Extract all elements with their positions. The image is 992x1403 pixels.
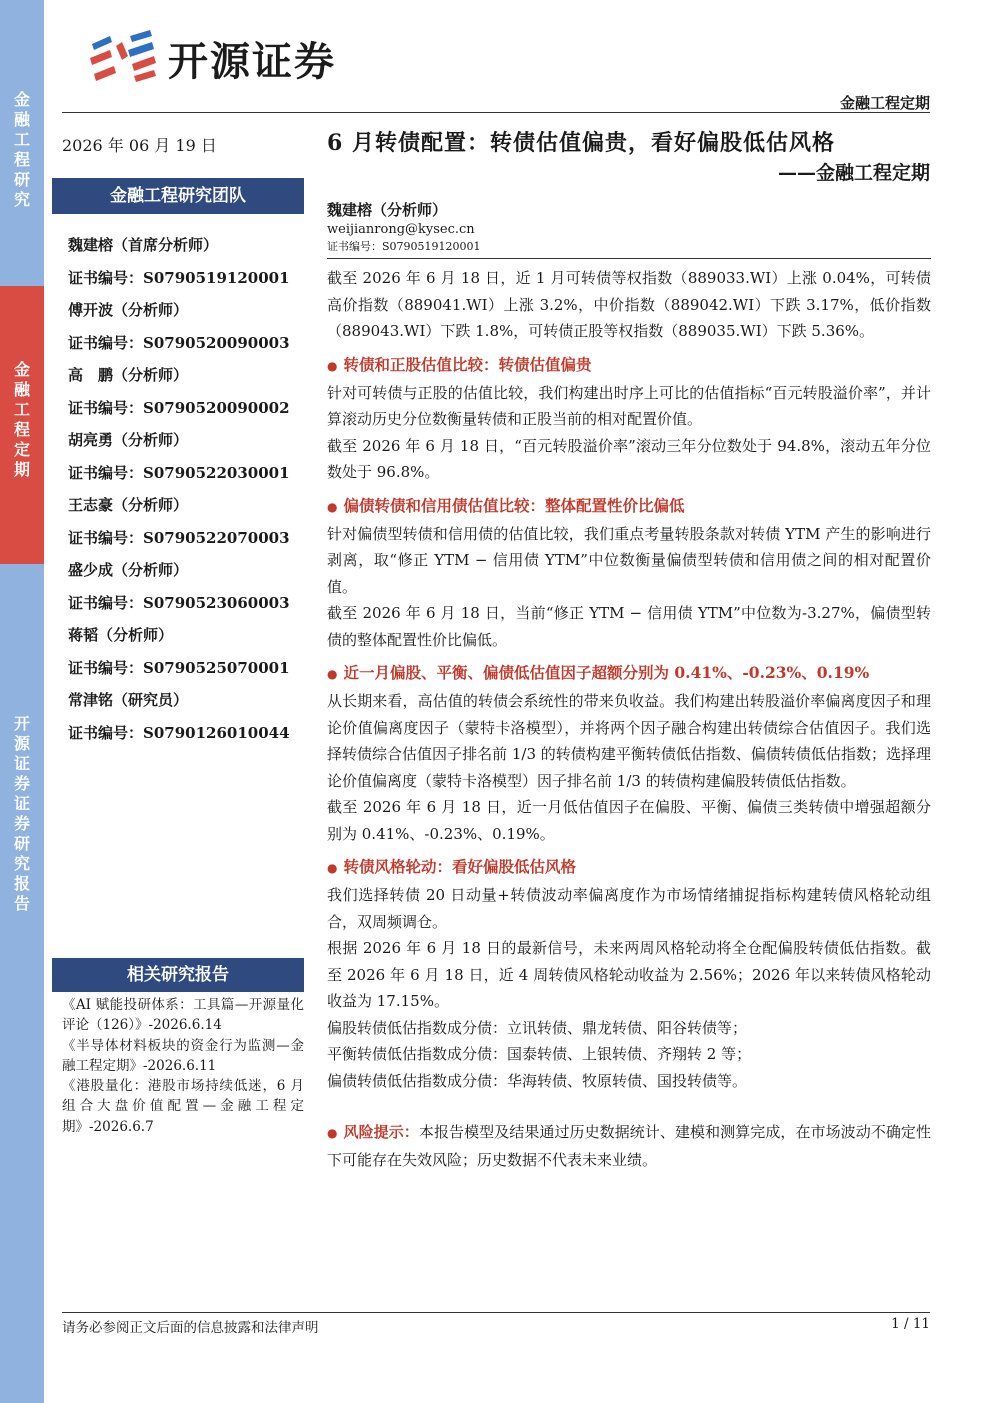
bullet-icon: ● [327,1126,338,1140]
analyst-list [68,234,304,754]
author-cert: 证书编号：S0790519120001 [327,240,481,253]
section-paragraph: 偏股转债低估指数成分债：立讯转债、鼎龙转债、阳谷转债等； [327,1018,748,1037]
side-label-bottom: 开源证券 证券研究报告 [13,714,30,913]
analyst-cert: 证书编号：S0790522030001 [68,463,290,482]
side-color-bar [0,0,44,1403]
section-factor [327,659,931,847]
page-number: 1 / 11 [891,1316,930,1332]
section-heading-text: 转债和正股估值比较：转债估值偏贵 [343,354,592,374]
analyst-entry [68,624,304,689]
analyst-entry [68,559,304,624]
report-subtitle: ——金融工程定期 [777,162,930,184]
section-paragraph: 我们选择转债 20 日动量+转债波动率偏离度作为市场情绪捕捉指标构建转债风格轮动组合，双周频调仓。 [327,886,931,931]
side-label-top: 金融工程研究 [13,90,30,209]
analyst-entry [68,494,304,559]
team-heading: 金融工程研究团队 [52,178,304,214]
related-report-link[interactable]: 《港股量化：港股市场持续低迷，6 月组合大盘价值配置—金融工程定期》-2026.6.7 [62,1078,304,1135]
report-date: 2026 年 06 月 19 日 [62,136,217,155]
section-paragraph: 截至 2026 年 6 月 18 日，近一月低估值因子在偏股、平衡、偏债三类转债中增强超额分别为 0.41%、-0.23%、0.19%。 [327,798,931,843]
summary-paragraph: 截至 2026 年 6 月 18 日，近 1 月可转债等权指数（889033.WI）上涨 0.04%，可转债高价指数（889041.WI）上涨 3.2%，中价指数（889042.WI）下跌 3.17%，低价指数（889043.WI）下跌 1.8%，可转债正股等权指数（889035.WI）下跌 5.36%。 [327,269,931,340]
section-paragraph: 偏债转债低估指数成分债：华海转债、牧原转债、国投转债等。 [327,1071,748,1090]
related-reports-list [62,995,304,1137]
logo-text: 开源证券 [168,39,336,85]
analyst-name: 胡亮勇（分析师） [68,431,189,449]
risk-label: 风险提示： [343,1123,419,1141]
bullet-icon: ● [327,358,338,373]
section-paragraph: 截至 2026 年 6 月 18 日，当前“修正 YTM − 信用债 YTM”中位数为-3.27%，偏债型转债的整体配置性价比偏低。 [327,604,931,649]
section-heading [327,492,931,521]
analyst-entry [68,429,304,494]
analyst-name: 傅开波（分析师） [68,301,189,319]
bullet-icon: ● [327,861,338,875]
analyst-cert: 证书编号：S0790523060003 [68,593,290,612]
related-reports-heading: 相关研究报告 [52,958,304,992]
analyst-entry [68,234,304,299]
section-heading-text: 偏债转债和信用债估值比较：整体配置性价比偏低 [343,495,685,515]
author-email[interactable]: weijianrong@kysec.cn [327,222,475,237]
main-content [327,200,931,1173]
analyst-cert: 证书编号：S0790525070001 [68,658,290,677]
side-bar-bottom [0,564,44,1403]
related-report-link[interactable]: 《半导体材料板块的资金行为监测—金融工程定期》-2026.6.11 [62,1037,304,1074]
section-paragraph: 平衡转债低估指数成分债：国泰转债、上银转债、齐翔转 2 等； [327,1045,752,1063]
author-name: 魏建榕（分析师） [327,201,448,219]
section-heading [327,659,931,688]
section-paragraph: 针对偏债型转债和信用债的估值比较，我们重点考量转股条款对转债 YTM 产生的影响进行剥离，取“修正 YTM − 信用债 YTM”中位数衡量偏债型转债和信用债之间的相对配置价值。 [327,524,931,596]
header-divider [62,112,930,113]
footer-divider [62,1312,930,1313]
kaiyuan-logo-icon [88,30,160,86]
bullet-icon: ● [327,499,338,514]
related-report-link[interactable]: 《AI 赋能投研体系：工具篇—开源量化评论（126）》-2026.6.14 [62,997,304,1034]
analyst-cert: 证书编号：S0790520090002 [68,398,290,417]
section-paragraph: 从长期来看，高估值的转债会系统性的带来负收益。我们构建出转股溢价率偏离度因子和理论价值偏离度因子（蒙特卡洛模型），并将两个因子融合构建出转债综合估值因子。我们选择转债综合估值因子排名前 1/3 的转债构建平衡转债低估指数、偏债转债低估指数；选择理论价值偏离度（蒙特卡洛模型）因子排名前 1/3 的转债构建偏股转债低估指数。 [327,692,931,790]
section-paragraph: 截至 2026 年 6 月 18 日，“百元转股溢价率”滚动三年分位数处于 94.8%，滚动五年分位数处于 96.8%。 [327,436,931,481]
section-rotation [327,853,931,1094]
analyst-cert: 证书编号：S0790126010044 [68,723,290,742]
analyst-entry [68,364,304,429]
section-heading [327,351,931,380]
analyst-cert: 证书编号：S0790522070003 [68,528,290,547]
analyst-entry [68,299,304,364]
section-credit [327,492,931,654]
footer-disclaimer: 请务必参阅正文后面的信息披露和法律声明 [62,1320,319,1336]
analyst-name: 常津铭（研究员） [68,691,189,709]
section-valuation [327,351,931,486]
bullet-icon: ● [327,667,338,681]
analyst-name: 魏建榕（首席分析师） [68,236,219,254]
analyst-cert: 证书编号：S0790520090003 [68,333,290,352]
author-divider [327,258,931,259]
section-paragraph: 针对可转债与正股的估值比较，我们构建出时序上可比的估值指标“百元转股溢价率”，并计算滚动历史分位数衡量转债和正股当前的相对配置价值。 [327,383,931,428]
analyst-cert: 证书编号：S0790519120001 [68,268,290,287]
report-title: 6 月转债配置：转债估值偏贵，看好偏股低估风格 [327,130,835,156]
section-heading [327,853,931,882]
risk-text: 本报告模型及结果通过历史数据统计、建模和测算完成，在市场波动不确定性下可能存在失效风险；历史数据不代表未来业绩。 [327,1123,931,1169]
analyst-name: 蒋韬（分析师） [68,626,174,644]
analyst-name: 王志豪（分析师） [68,496,189,514]
analyst-entry [68,689,304,754]
analyst-name: 高 鹏（分析师） [68,366,189,384]
section-heading-text: 转债风格轮动：看好偏股低估风格 [343,857,576,876]
analyst-name: 盛少成（分析师） [68,561,189,579]
section-heading-text: 近一月偏股、平衡、偏债低估值因子超额分别为 0.41%、-0.23%、0.19% [343,663,870,682]
report-series-tag: 金融工程定期 [839,94,930,112]
section-paragraph: 根据 2026 年 6 月 18 日的最新信号，未来两周风格轮动将全仓配偏股转债低估指数。截至 2026 年 6 月 18 日，近 4 周转债风格轮动收益为 2.56%；2026 年以来转债风格轮动收益为 17.15%。 [327,939,931,1010]
risk-notice [327,1119,931,1173]
side-label-mid: 金融工程定期 [13,360,30,479]
